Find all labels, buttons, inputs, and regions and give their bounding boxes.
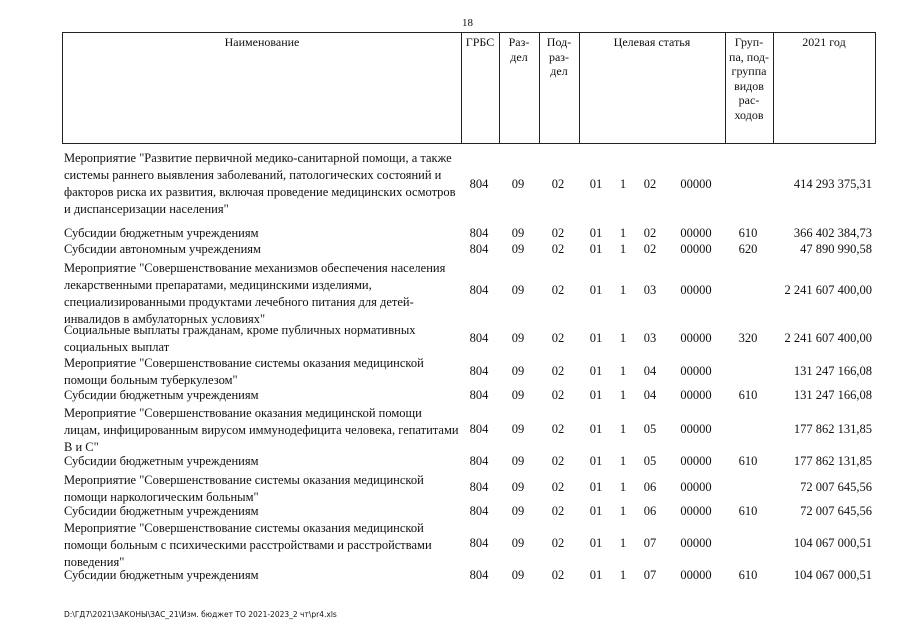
cell-t2: 1 <box>619 568 627 582</box>
cell-t2: 1 <box>619 388 627 402</box>
cell-grbs: 804 <box>469 363 489 378</box>
table-row <box>62 472 874 503</box>
cell-t4: 00000 <box>680 226 712 240</box>
cell-t2: 1 <box>619 421 627 436</box>
cell-podrazdel: 02 <box>551 176 565 191</box>
cell-podrazdel: 02 <box>551 363 565 378</box>
cell-t4: 00000 <box>680 480 712 494</box>
header-grbs: ГРБС <box>465 35 495 49</box>
cell-t4: 00000 <box>680 331 712 345</box>
cell-t1: 01 <box>589 480 603 494</box>
table-row <box>62 453 874 470</box>
cell-amount: 2 241 607 400,00 <box>784 282 872 297</box>
cell-group: 610 <box>738 568 758 582</box>
cell-t1: 01 <box>589 536 603 550</box>
header-name: Наименование <box>224 35 300 49</box>
row-name: Мероприятие "Совершенствование оказания медицинской помощи лицам, инфицированным вирусом иммунодефицита человека, гепатитами В и С" <box>64 406 459 454</box>
cell-podrazdel: 02 <box>551 388 565 402</box>
cell-amount: 104 067 000,51 <box>793 568 872 582</box>
cell-t4: 00000 <box>680 176 712 191</box>
cell-t2: 1 <box>619 363 627 378</box>
cell-grbs: 804 <box>469 454 489 468</box>
cell-t4: 00000 <box>680 388 712 402</box>
row-name: Социальные выплаты гражданам, кроме публичных нормативных социальных выплат <box>64 323 416 354</box>
cell-grbs: 804 <box>469 388 489 402</box>
cell-t3: 02 <box>643 176 657 191</box>
cell-razdel: 09 <box>511 282 525 297</box>
column-divider <box>773 33 774 143</box>
cell-razdel: 09 <box>511 504 525 518</box>
cell-amount: 131 247 166,08 <box>793 388 872 402</box>
cell-t3: 06 <box>643 480 657 494</box>
cell-t4: 00000 <box>680 242 712 256</box>
cell-group: 610 <box>738 388 758 402</box>
cell-t3: 07 <box>643 568 657 582</box>
row-name: Субсидии бюджетным учреждениям <box>64 226 259 240</box>
header-group: Груп- па, под- группа видов рас- ходов <box>729 35 769 122</box>
cell-razdel: 09 <box>511 363 525 378</box>
cell-t2: 1 <box>619 480 627 494</box>
cell-t3: 05 <box>643 421 657 436</box>
cell-amount: 177 862 131,85 <box>793 421 872 436</box>
file-path: D:\ГД7\2021\ЗАКОНЫ\ЗАС_21\Изм. бюджет ТО 2021-2023_2 чт\pr4.xls <box>64 610 337 619</box>
cell-t4: 00000 <box>680 454 712 468</box>
column-divider <box>461 33 462 143</box>
cell-t2: 1 <box>619 536 627 550</box>
header-podrazdel: Под- раз- дел <box>546 35 572 78</box>
cell-podrazdel: 02 <box>551 282 565 297</box>
cell-podrazdel: 02 <box>551 504 565 518</box>
cell-t2: 1 <box>619 331 627 345</box>
cell-t2: 1 <box>619 242 627 256</box>
cell-t2: 1 <box>619 454 627 468</box>
cell-amount: 2 241 607 400,00 <box>784 331 872 345</box>
cell-t3: 04 <box>643 363 657 378</box>
cell-t1: 01 <box>589 454 603 468</box>
cell-razdel: 09 <box>511 536 525 550</box>
cell-group: 320 <box>738 331 758 345</box>
cell-amount: 72 007 645,56 <box>800 504 872 518</box>
cell-t2: 1 <box>619 226 627 240</box>
cell-t3: 07 <box>643 536 657 550</box>
cell-podrazdel: 02 <box>551 536 565 550</box>
cell-t4: 00000 <box>680 363 712 378</box>
cell-podrazdel: 02 <box>551 568 565 582</box>
row-name: Мероприятие "Совершенствование системы оказания медицинской помощи наркологическим больным" <box>64 473 424 504</box>
cell-podrazdel: 02 <box>551 421 565 436</box>
cell-razdel: 09 <box>511 388 525 402</box>
cell-amount: 131 247 166,08 <box>793 363 872 378</box>
page-number: 18 <box>462 17 473 29</box>
cell-amount: 366 402 384,73 <box>793 226 872 240</box>
table-row <box>62 567 874 584</box>
cell-razdel: 09 <box>511 226 525 240</box>
cell-t1: 01 <box>589 421 603 436</box>
cell-amount: 104 067 000,51 <box>793 536 872 550</box>
cell-razdel: 09 <box>511 568 525 582</box>
cell-grbs: 804 <box>469 536 489 550</box>
table-row <box>62 405 874 453</box>
cell-group: 610 <box>738 454 758 468</box>
cell-t3: 06 <box>643 504 657 518</box>
cell-amount: 414 293 375,31 <box>793 176 872 191</box>
cell-razdel: 09 <box>511 331 525 345</box>
cell-amount: 47 890 990,58 <box>800 242 872 256</box>
row-name: Мероприятие "Совершенствование механизмов обеспечения населения лекарственными препаратами, медицинскими изделиями, специализированными продуктами лечебного питания для детей-инвалидов в амбулаторных условиях" <box>64 261 446 326</box>
table-row <box>62 355 874 387</box>
cell-grbs: 804 <box>469 282 489 297</box>
cell-grbs: 804 <box>469 331 489 345</box>
cell-t1: 01 <box>589 363 603 378</box>
cell-t3: 04 <box>643 388 657 402</box>
cell-razdel: 09 <box>511 242 525 256</box>
cell-grbs: 804 <box>469 421 489 436</box>
cell-podrazdel: 02 <box>551 454 565 468</box>
cell-razdel: 09 <box>511 421 525 436</box>
cell-grbs: 804 <box>469 504 489 518</box>
cell-t3: 02 <box>643 242 657 256</box>
header-target: Целевая статья <box>613 35 691 49</box>
cell-t1: 01 <box>589 176 603 191</box>
cell-t4: 00000 <box>680 504 712 518</box>
table-header <box>62 32 876 144</box>
cell-razdel: 09 <box>511 480 525 494</box>
cell-t3: 03 <box>643 331 657 345</box>
table-row <box>62 241 874 258</box>
header-razdel: Раз- дел <box>508 35 530 64</box>
cell-t4: 00000 <box>680 421 712 436</box>
cell-t1: 01 <box>589 388 603 402</box>
table-row <box>62 150 874 218</box>
row-name: Мероприятие "Совершенствование системы оказания медицинской помощи больным с психическими расстройствами и расстройствами поведения" <box>64 521 432 569</box>
row-name: Субсидии бюджетным учреждениям <box>64 388 259 402</box>
cell-t4: 00000 <box>680 282 712 297</box>
cell-t2: 1 <box>619 282 627 297</box>
row-name: Субсидии бюджетным учреждениям <box>64 454 259 468</box>
cell-amount: 72 007 645,56 <box>800 480 872 494</box>
row-name: Субсидии автономным учреждениям <box>64 242 261 256</box>
cell-t1: 01 <box>589 504 603 518</box>
cell-grbs: 804 <box>469 480 489 494</box>
cell-podrazdel: 02 <box>551 226 565 240</box>
cell-t2: 1 <box>619 176 627 191</box>
cell-podrazdel: 02 <box>551 331 565 345</box>
cell-t4: 00000 <box>680 536 712 550</box>
cell-t3: 05 <box>643 454 657 468</box>
cell-razdel: 09 <box>511 176 525 191</box>
row-name: Субсидии бюджетным учреждениям <box>64 568 259 582</box>
cell-razdel: 09 <box>511 454 525 468</box>
cell-t3: 02 <box>643 226 657 240</box>
header-year: 2021 год <box>802 35 846 49</box>
table-row <box>62 387 874 404</box>
cell-podrazdel: 02 <box>551 480 565 494</box>
cell-group: 610 <box>738 226 758 240</box>
cell-t1: 01 <box>589 331 603 345</box>
table-row <box>62 503 874 520</box>
cell-grbs: 804 <box>469 176 489 191</box>
cell-amount: 177 862 131,85 <box>793 454 872 468</box>
row-name: Мероприятие "Совершенствование системы оказания медицинской помощи больным туберкулезом" <box>64 356 424 387</box>
cell-t4: 00000 <box>680 568 712 582</box>
table-row <box>62 260 874 326</box>
cell-grbs: 804 <box>469 568 489 582</box>
column-divider <box>579 33 580 143</box>
cell-t1: 01 <box>589 226 603 240</box>
cell-t1: 01 <box>589 242 603 256</box>
cell-t2: 1 <box>619 504 627 518</box>
cell-podrazdel: 02 <box>551 242 565 256</box>
cell-grbs: 804 <box>469 226 489 240</box>
row-name: Субсидии бюджетным учреждениям <box>64 504 259 518</box>
table-row <box>62 225 874 242</box>
table-row <box>62 322 874 355</box>
cell-group: 620 <box>738 242 758 256</box>
table-row <box>62 520 874 567</box>
cell-t3: 03 <box>643 282 657 297</box>
cell-t1: 01 <box>589 282 603 297</box>
cell-grbs: 804 <box>469 242 489 256</box>
cell-t1: 01 <box>589 568 603 582</box>
row-name: Мероприятие "Развитие первичной медико-санитарной помощи, а также системы раннего выявления заболеваний, патологических состояний и факторов риска их развития, включая проведение медицинских осмотров и диспансеризации населения" <box>64 151 456 216</box>
cell-group: 610 <box>738 504 758 518</box>
